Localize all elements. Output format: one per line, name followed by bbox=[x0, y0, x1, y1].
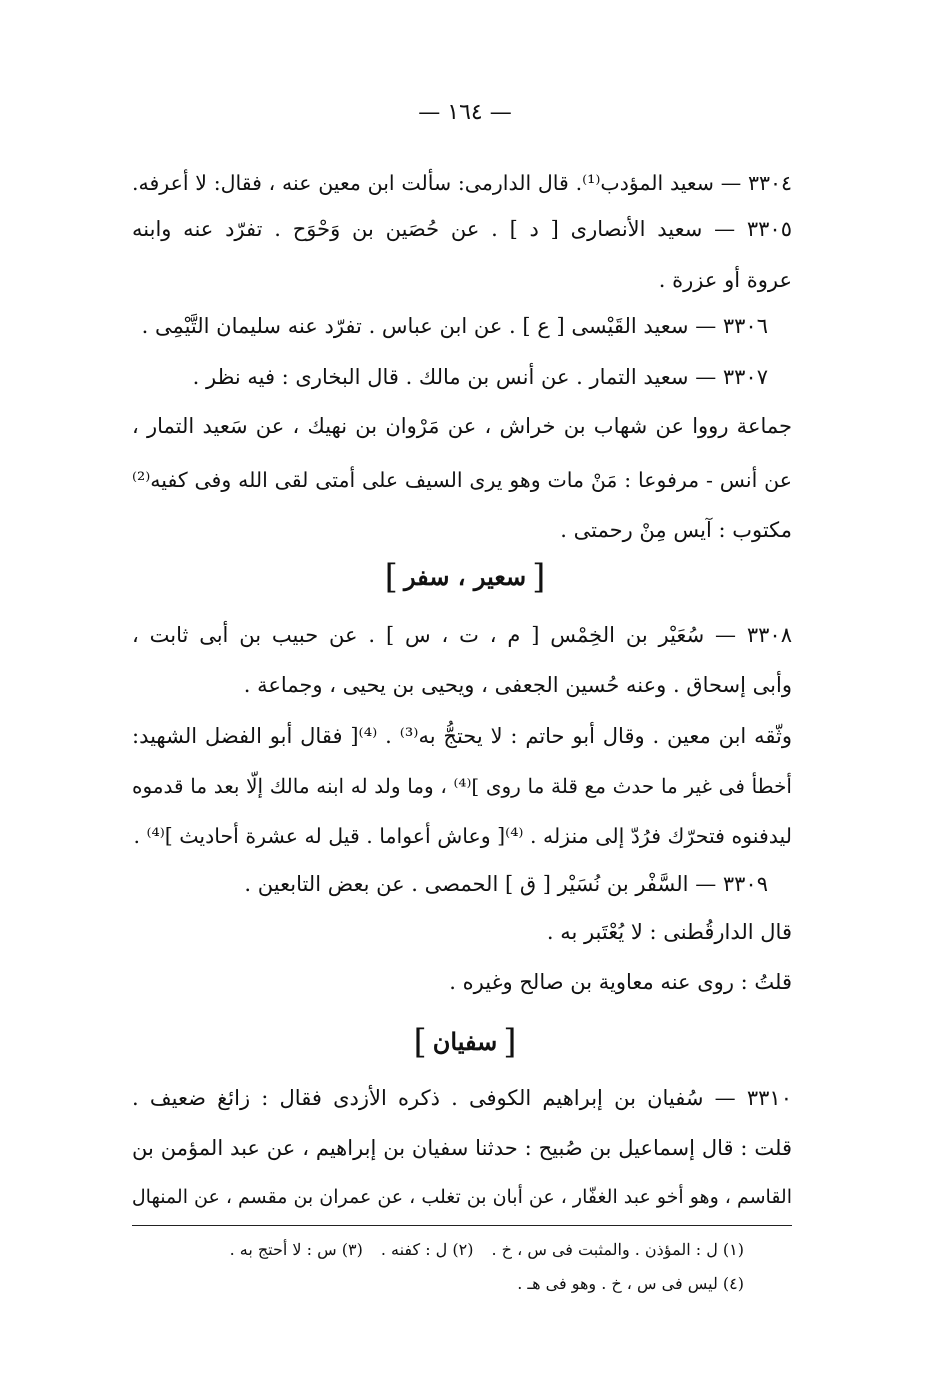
section-heading-saeer-safr: [سعير ، سفر] bbox=[384, 557, 546, 597]
entry-3309: ٣٣٠٩ — السَّفْر بن نُسَيْر [ ق ] الحمصى . عن بعض التابعين . bbox=[244, 872, 768, 896]
footnote-2: (٢) ل : كفنه . bbox=[380, 1240, 474, 1259]
text-line: قال الدارقُطنى : لا يُعْتَبر به . bbox=[546, 920, 792, 944]
entry-3310: ٣٣١٠ — سُفيان بن إبراهيم الكوفى . ذكره الأزدى فقال : زائغ ضعيف . bbox=[132, 1086, 792, 1110]
text-line: وثّقه ابن معين . وقال أبو حاتم : لا يحتجُّ به⁽³⁾ . ⁽⁴⁾[ فقال أبو الفضل الشهيد: bbox=[132, 724, 792, 748]
footnote-divider bbox=[132, 1225, 792, 1226]
section-heading-sufyan: [سفيان] bbox=[413, 1022, 517, 1062]
entry-3305-continued: عروة أو عزرة . bbox=[658, 268, 792, 292]
entry-3304: ٣٣٠٤ — سعيد المؤدب⁽¹⁾. قال الدارمى: سألت ابن معين عنه ، فقال: لا أعرفه. bbox=[132, 171, 792, 195]
text-line: قلت : قال إسماعيل بن صُبيح : حدثنا سفيان بن إبراهيم ، عن عبد المؤمن بن bbox=[132, 1136, 792, 1160]
entry-3307: ٣٣٠٧ — سعيد التمار . عن أنس بن مالك . قال البخارى : فيه نظر . bbox=[192, 365, 768, 389]
footnotes-line-1 bbox=[230, 1238, 744, 1262]
footnotes-line-2 bbox=[517, 1272, 744, 1296]
text-line: جماعة رووا عن شهاب بن خراش ، عن مَرْوان بن نهيك ، عن سَعيد التمار ، bbox=[132, 414, 792, 438]
page-number: — ١٦٤ — bbox=[418, 100, 512, 125]
entry-3306: ٣٣٠٦ — سعيد القَيْسى [ ع ] . عن ابن عباس . تفرّد عنه سليمان التَّيْمِى . bbox=[141, 314, 768, 338]
text-line: ليدفنوه فتحرّك فرُدّ إلى منزله . ⁽⁴⁾[ وعاش أعواما . قيل له عشرة أحاديث ]⁽⁴⁾ . bbox=[133, 824, 792, 848]
text-line: قلتُ : روى عنه معاوية بن صالح وغيره . bbox=[449, 970, 792, 994]
text-line: مكتوب : آيس مِنْ رحمتى . bbox=[560, 518, 792, 542]
text-line: عن أنس - مرفوعا : مَنْ مات وهو يرى السيف على أمتى لقى الله وفى كفيه⁽²⁾ bbox=[132, 468, 792, 492]
text-line: أخطأ فى غير ما حدث مع قلة ما روى ]⁽⁴⁾ ، وما ولد له ابنه مالك إلّا بعد ما قدموه bbox=[132, 774, 792, 798]
footnote-3: (٣) س : لا أحتج به . bbox=[229, 1240, 363, 1259]
entry-3305: ٣٣٠٥ — سعيد الأنصارى [ د ] . عن حُصَين بن وَحْوَح . تفرّد عنه وابنه bbox=[132, 217, 792, 241]
text-line: وأبى إسحاق . وعنه حُسين الجعفى ، ويحيى بن يحيى ، وجماعة . bbox=[243, 673, 792, 697]
section-heading-text: سفيان bbox=[432, 1027, 498, 1056]
text-line: القاسم ، وهو أخو عبد الغفّار ، عن أبان بن تغلب ، عن عمران بن مقسم ، عن المنهال bbox=[131, 1186, 792, 1208]
section-heading-text: سعير ، سفر bbox=[403, 562, 527, 591]
footnote-4: (٤) ليس فى س ، خ . وهو فى هـ . bbox=[517, 1274, 744, 1293]
entry-3308: ٣٣٠٨ — سُعَيْر بن الخِمْس [ م ، ت ، س ] . عن حبيب بن أبى ثابت ، bbox=[132, 623, 792, 647]
footnote-1: (١) ل : المؤذن . والمثبت فى س ، خ . bbox=[491, 1240, 744, 1259]
